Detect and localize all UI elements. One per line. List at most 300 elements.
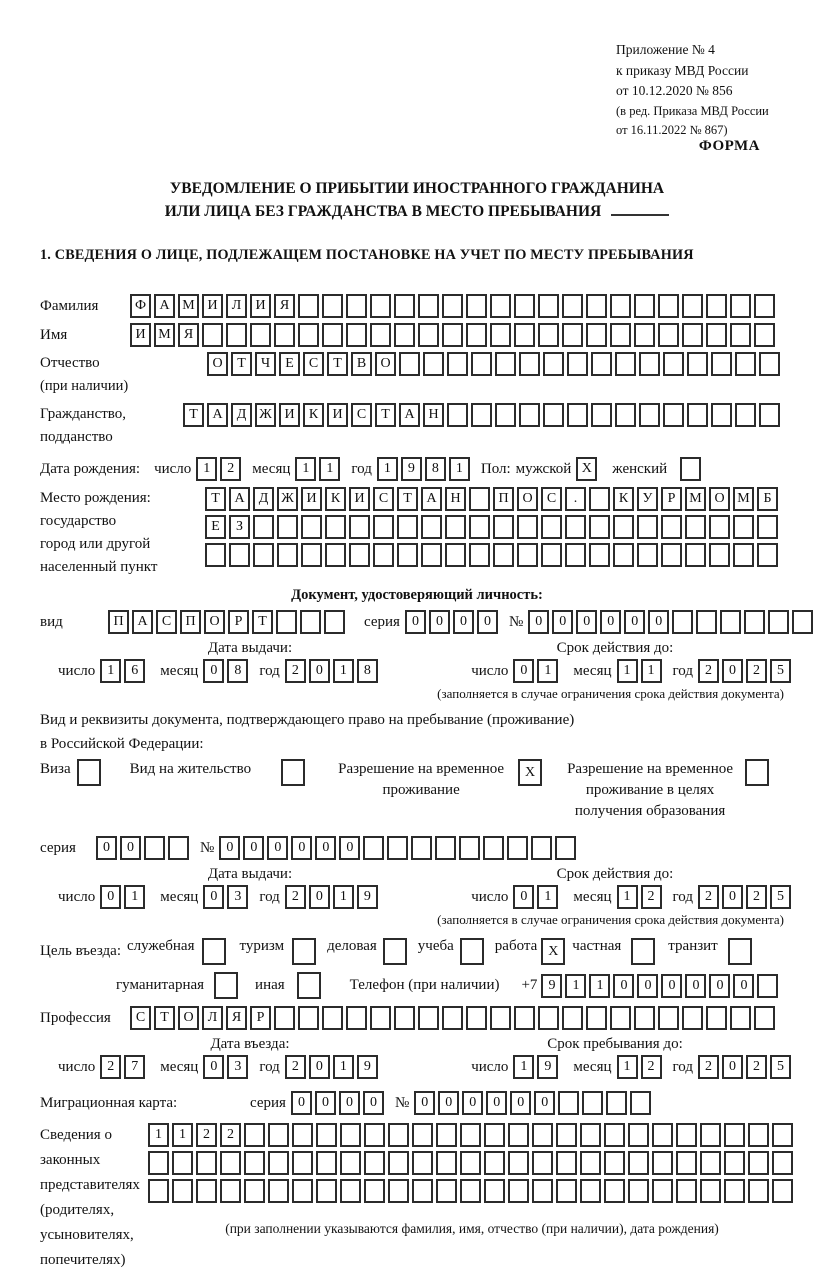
char-cell[interactable] (711, 352, 732, 376)
char-cell[interactable] (292, 1123, 313, 1147)
char-cell[interactable]: К (613, 487, 634, 511)
char-cell[interactable]: Ж (277, 487, 298, 511)
char-cell[interactable] (759, 403, 780, 427)
char-cell[interactable]: И (279, 403, 300, 427)
char-cell[interactable]: А (399, 403, 420, 427)
char-cell[interactable] (445, 515, 466, 539)
char-cell[interactable] (436, 1151, 457, 1175)
char-cell[interactable] (274, 1006, 295, 1030)
char-cell[interactable] (709, 543, 730, 567)
char-cell[interactable]: О (517, 487, 538, 511)
char-cell[interactable] (663, 403, 684, 427)
purpose-transit-checkbox[interactable] (728, 938, 755, 965)
char-cell[interactable] (538, 294, 559, 318)
char-cell[interactable] (435, 836, 456, 860)
char-cell[interactable] (591, 403, 612, 427)
char-cell[interactable]: 0 (309, 659, 330, 683)
char-cell[interactable]: К (303, 403, 324, 427)
char-cell[interactable]: . (565, 487, 586, 511)
char-cell[interactable]: И (349, 487, 370, 511)
char-cell[interactable] (757, 543, 778, 567)
char-cell[interactable] (442, 323, 463, 347)
char-cell[interactable]: 2 (100, 1055, 121, 1079)
char-cell[interactable]: М (154, 323, 175, 347)
char-cell[interactable]: 1 (319, 457, 340, 481)
char-cell[interactable] (733, 543, 754, 567)
char-cell[interactable] (744, 610, 765, 634)
char-cell[interactable]: 0 (203, 659, 224, 683)
char-cell[interactable]: 1 (617, 885, 638, 909)
char-cell[interactable]: 0 (243, 836, 264, 860)
char-cell[interactable] (172, 1179, 193, 1203)
char-cell[interactable]: 0 (722, 659, 743, 683)
char-cell[interactable] (676, 1151, 697, 1175)
char-cell[interactable] (244, 1179, 265, 1203)
char-cell[interactable]: 1 (513, 1055, 534, 1079)
char-cell[interactable] (316, 1123, 337, 1147)
char-cell[interactable] (772, 1179, 793, 1203)
char-cell[interactable]: 9 (357, 885, 378, 909)
char-cell[interactable] (460, 1123, 481, 1147)
char-cell[interactable]: К (325, 487, 346, 511)
char-cell[interactable] (490, 1006, 511, 1030)
char-cell[interactable] (325, 515, 346, 539)
char-cell[interactable]: 0 (453, 610, 474, 634)
char-cell[interactable] (687, 403, 708, 427)
char-cell[interactable] (628, 1151, 649, 1175)
purpose-study-checkbox[interactable] (460, 938, 487, 965)
char-cell[interactable] (637, 515, 658, 539)
char-cell[interactable] (298, 323, 319, 347)
char-cell[interactable]: 0 (513, 659, 534, 683)
char-cell[interactable]: А (229, 487, 250, 511)
char-cell[interactable] (711, 403, 732, 427)
char-cell[interactable] (757, 515, 778, 539)
char-cell[interactable] (460, 1151, 481, 1175)
char-cell[interactable] (634, 1006, 655, 1030)
char-cell[interactable] (658, 294, 679, 318)
char-cell[interactable] (508, 1123, 529, 1147)
purpose-other-checkbox[interactable] (297, 972, 324, 999)
residence-permit-checkbox[interactable] (281, 759, 308, 786)
char-cell[interactable]: Р (661, 487, 682, 511)
char-cell[interactable]: X (576, 457, 597, 481)
char-cell[interactable] (634, 323, 655, 347)
char-cell[interactable] (652, 1151, 673, 1175)
char-cell[interactable] (301, 543, 322, 567)
char-cell[interactable] (418, 323, 439, 347)
char-cell[interactable] (77, 759, 101, 786)
char-cell[interactable] (442, 294, 463, 318)
char-cell[interactable]: И (250, 294, 271, 318)
char-cell[interactable]: 0 (219, 836, 240, 860)
char-cell[interactable]: А (132, 610, 153, 634)
char-cell[interactable]: 2 (641, 885, 662, 909)
char-cell[interactable]: 8 (425, 457, 446, 481)
char-cell[interactable]: Т (205, 487, 226, 511)
char-cell[interactable] (580, 1151, 601, 1175)
char-cell[interactable]: 2 (285, 659, 306, 683)
char-cell[interactable] (466, 294, 487, 318)
char-cell[interactable]: 2 (285, 885, 306, 909)
char-cell[interactable] (274, 323, 295, 347)
char-cell[interactable] (244, 1123, 265, 1147)
char-cell[interactable] (610, 294, 631, 318)
char-cell[interactable] (253, 543, 274, 567)
char-cell[interactable]: Т (375, 403, 396, 427)
char-cell[interactable] (720, 610, 741, 634)
char-cell[interactable]: У (637, 487, 658, 511)
char-cell[interactable] (555, 836, 576, 860)
char-cell[interactable] (676, 1179, 697, 1203)
char-cell[interactable]: 1 (333, 659, 354, 683)
char-cell[interactable]: Е (205, 515, 226, 539)
char-cell[interactable] (373, 543, 394, 567)
char-cell[interactable] (349, 543, 370, 567)
char-cell[interactable] (610, 323, 631, 347)
char-cell[interactable]: 2 (196, 1123, 217, 1147)
char-cell[interactable] (418, 1006, 439, 1030)
char-cell[interactable] (447, 403, 468, 427)
char-cell[interactable] (604, 1151, 625, 1175)
char-cell[interactable] (634, 294, 655, 318)
char-cell[interactable]: Р (250, 1006, 271, 1030)
char-cell[interactable] (532, 1151, 553, 1175)
char-cell[interactable]: 0 (661, 974, 682, 998)
char-cell[interactable]: 0 (722, 885, 743, 909)
char-cell[interactable] (543, 352, 564, 376)
char-cell[interactable] (562, 323, 583, 347)
char-cell[interactable]: М (178, 294, 199, 318)
char-cell[interactable]: 2 (746, 1055, 767, 1079)
char-cell[interactable] (340, 1123, 361, 1147)
char-cell[interactable] (268, 1123, 289, 1147)
char-cell[interactable] (148, 1151, 169, 1175)
temp-residence-checkbox[interactable] (518, 759, 545, 786)
char-cell[interactable] (466, 1006, 487, 1030)
char-cell[interactable] (613, 515, 634, 539)
char-cell[interactable] (466, 323, 487, 347)
char-cell[interactable] (421, 543, 442, 567)
char-cell[interactable]: 1 (333, 1055, 354, 1079)
char-cell[interactable] (202, 938, 226, 965)
char-cell[interactable] (508, 1179, 529, 1203)
char-cell[interactable] (754, 1006, 775, 1030)
char-cell[interactable]: С (351, 403, 372, 427)
char-cell[interactable] (324, 610, 345, 634)
char-cell[interactable]: 0 (315, 836, 336, 860)
char-cell[interactable] (610, 1006, 631, 1030)
char-cell[interactable]: 0 (120, 836, 141, 860)
char-cell[interactable]: 0 (438, 1091, 459, 1115)
char-cell[interactable]: 9 (357, 1055, 378, 1079)
char-cell[interactable] (168, 836, 189, 860)
char-cell[interactable] (748, 1179, 769, 1203)
char-cell[interactable]: 0 (339, 836, 360, 860)
char-cell[interactable]: 2 (746, 659, 767, 683)
char-cell[interactable] (591, 352, 612, 376)
char-cell[interactable] (532, 1123, 553, 1147)
char-cell[interactable] (685, 515, 706, 539)
char-cell[interactable] (196, 1179, 217, 1203)
char-cell[interactable]: И (327, 403, 348, 427)
char-cell[interactable] (469, 543, 490, 567)
char-cell[interactable]: 1 (333, 885, 354, 909)
char-cell[interactable] (411, 836, 432, 860)
char-cell[interactable] (397, 543, 418, 567)
char-cell[interactable]: 0 (624, 610, 645, 634)
char-cell[interactable] (268, 1179, 289, 1203)
purpose-private-checkbox[interactable] (631, 938, 658, 965)
char-cell[interactable]: 3 (227, 885, 248, 909)
char-cell[interactable] (298, 294, 319, 318)
char-cell[interactable]: 8 (227, 659, 248, 683)
char-cell[interactable]: И (130, 323, 151, 347)
char-cell[interactable]: Т (231, 352, 252, 376)
char-cell[interactable] (388, 1179, 409, 1203)
char-cell[interactable] (748, 1151, 769, 1175)
char-cell[interactable]: 3 (227, 1055, 248, 1079)
char-cell[interactable] (495, 403, 516, 427)
char-cell[interactable]: 0 (733, 974, 754, 998)
char-cell[interactable] (682, 294, 703, 318)
char-cell[interactable] (658, 1006, 679, 1030)
char-cell[interactable]: 1 (100, 659, 121, 683)
char-cell[interactable] (322, 294, 343, 318)
char-cell[interactable] (658, 323, 679, 347)
char-cell[interactable] (567, 352, 588, 376)
char-cell[interactable]: 7 (124, 1055, 145, 1079)
char-cell[interactable] (281, 759, 305, 786)
char-cell[interactable] (370, 1006, 391, 1030)
char-cell[interactable] (196, 1151, 217, 1175)
char-cell[interactable] (292, 1151, 313, 1175)
char-cell[interactable]: 9 (537, 1055, 558, 1079)
char-cell[interactable]: 0 (685, 974, 706, 998)
char-cell[interactable] (558, 1091, 579, 1115)
char-cell[interactable] (565, 543, 586, 567)
char-cell[interactable] (412, 1123, 433, 1147)
char-cell[interactable] (556, 1151, 577, 1175)
char-cell[interactable]: 8 (357, 659, 378, 683)
char-cell[interactable] (418, 294, 439, 318)
char-cell[interactable] (144, 836, 165, 860)
char-cell[interactable]: 0 (291, 836, 312, 860)
char-cell[interactable] (663, 352, 684, 376)
char-cell[interactable] (340, 1151, 361, 1175)
char-cell[interactable] (469, 487, 490, 511)
char-cell[interactable]: С (373, 487, 394, 511)
char-cell[interactable] (172, 1151, 193, 1175)
char-cell[interactable]: 0 (510, 1091, 531, 1115)
char-cell[interactable] (300, 610, 321, 634)
char-cell[interactable]: 1 (565, 974, 586, 998)
char-cell[interactable] (531, 836, 552, 860)
char-cell[interactable] (724, 1123, 745, 1147)
char-cell[interactable] (490, 294, 511, 318)
char-cell[interactable]: А (154, 294, 175, 318)
char-cell[interactable]: Р (228, 610, 249, 634)
char-cell[interactable] (370, 323, 391, 347)
char-cell[interactable]: 0 (576, 610, 597, 634)
char-cell[interactable]: 1 (641, 659, 662, 683)
char-cell[interactable]: 0 (414, 1091, 435, 1115)
char-cell[interactable] (508, 1151, 529, 1175)
char-cell[interactable] (301, 515, 322, 539)
char-cell[interactable]: 2 (698, 1055, 719, 1079)
char-cell[interactable]: О (178, 1006, 199, 1030)
char-cell[interactable] (754, 323, 775, 347)
char-cell[interactable]: О (207, 352, 228, 376)
char-cell[interactable] (580, 1123, 601, 1147)
char-cell[interactable] (680, 457, 701, 481)
char-cell[interactable]: 1 (537, 659, 558, 683)
char-cell[interactable]: 0 (709, 974, 730, 998)
char-cell[interactable] (412, 1151, 433, 1175)
char-cell[interactable] (495, 352, 516, 376)
char-cell[interactable] (615, 352, 636, 376)
char-cell[interactable]: 0 (528, 610, 549, 634)
char-cell[interactable] (316, 1179, 337, 1203)
char-cell[interactable] (604, 1123, 625, 1147)
char-cell[interactable]: 0 (648, 610, 669, 634)
char-cell[interactable]: Т (397, 487, 418, 511)
char-cell[interactable]: 0 (363, 1091, 384, 1115)
char-cell[interactable]: 9 (541, 974, 562, 998)
char-cell[interactable]: Т (154, 1006, 175, 1030)
char-cell[interactable] (483, 836, 504, 860)
char-cell[interactable] (202, 323, 223, 347)
char-cell[interactable]: 1 (617, 1055, 638, 1079)
char-cell[interactable]: Д (231, 403, 252, 427)
char-cell[interactable]: Н (423, 403, 444, 427)
char-cell[interactable] (364, 1151, 385, 1175)
char-cell[interactable] (316, 1151, 337, 1175)
char-cell[interactable] (459, 836, 480, 860)
char-cell[interactable] (394, 323, 415, 347)
char-cell[interactable]: С (156, 610, 177, 634)
char-cell[interactable]: А (421, 487, 442, 511)
char-cell[interactable] (772, 1151, 793, 1175)
char-cell[interactable] (652, 1179, 673, 1203)
char-cell[interactable] (484, 1179, 505, 1203)
char-cell[interactable] (423, 352, 444, 376)
char-cell[interactable]: Т (252, 610, 273, 634)
char-cell[interactable] (364, 1123, 385, 1147)
char-cell[interactable]: М (685, 487, 706, 511)
char-cell[interactable] (586, 1006, 607, 1030)
char-cell[interactable] (226, 323, 247, 347)
char-cell[interactable]: Ф (130, 294, 151, 318)
char-cell[interactable] (556, 1179, 577, 1203)
char-cell[interactable] (613, 543, 634, 567)
char-cell[interactable] (630, 1091, 651, 1115)
char-cell[interactable]: 0 (462, 1091, 483, 1115)
char-cell[interactable]: О (709, 487, 730, 511)
char-cell[interactable]: И (301, 487, 322, 511)
purpose-business-checkbox[interactable] (383, 938, 410, 965)
char-cell[interactable]: 0 (552, 610, 573, 634)
char-cell[interactable]: X (518, 759, 542, 786)
char-cell[interactable]: Е (279, 352, 300, 376)
char-cell[interactable]: 2 (746, 885, 767, 909)
char-cell[interactable] (346, 1006, 367, 1030)
char-cell[interactable] (567, 403, 588, 427)
char-cell[interactable]: Т (327, 352, 348, 376)
char-cell[interactable]: 1 (537, 885, 558, 909)
char-cell[interactable]: И (202, 294, 223, 318)
char-cell[interactable] (628, 1123, 649, 1147)
char-cell[interactable] (604, 1179, 625, 1203)
char-cell[interactable]: Ч (255, 352, 276, 376)
char-cell[interactable] (471, 352, 492, 376)
char-cell[interactable]: 1 (617, 659, 638, 683)
char-cell[interactable]: 0 (722, 1055, 743, 1079)
char-cell[interactable] (582, 1091, 603, 1115)
char-cell[interactable]: 1 (449, 457, 470, 481)
char-cell[interactable] (709, 515, 730, 539)
char-cell[interactable]: 2 (698, 885, 719, 909)
char-cell[interactable] (700, 1179, 721, 1203)
char-cell[interactable] (436, 1123, 457, 1147)
char-cell[interactable]: 2 (220, 457, 241, 481)
char-cell[interactable]: 2 (220, 1123, 241, 1147)
char-cell[interactable]: В (351, 352, 372, 376)
char-cell[interactable] (349, 515, 370, 539)
char-cell[interactable] (387, 836, 408, 860)
char-cell[interactable] (735, 352, 756, 376)
purpose-humanitarian-checkbox[interactable] (214, 972, 241, 999)
char-cell[interactable] (244, 1151, 265, 1175)
char-cell[interactable] (541, 543, 562, 567)
char-cell[interactable]: 0 (309, 885, 330, 909)
char-cell[interactable] (724, 1151, 745, 1175)
char-cell[interactable] (637, 543, 658, 567)
char-cell[interactable] (493, 543, 514, 567)
char-cell[interactable]: 6 (124, 659, 145, 683)
char-cell[interactable]: Ж (255, 403, 276, 427)
char-cell[interactable] (538, 323, 559, 347)
char-cell[interactable] (639, 352, 660, 376)
char-cell[interactable] (399, 352, 420, 376)
char-cell[interactable]: П (108, 610, 129, 634)
char-cell[interactable]: Н (445, 487, 466, 511)
temp-residence-edu-checkbox[interactable] (745, 759, 772, 786)
char-cell[interactable] (757, 974, 778, 998)
char-cell[interactable]: А (207, 403, 228, 427)
char-cell[interactable]: О (204, 610, 225, 634)
char-cell[interactable]: Я (178, 323, 199, 347)
char-cell[interactable] (682, 323, 703, 347)
char-cell[interactable] (517, 515, 538, 539)
char-cell[interactable]: 0 (96, 836, 117, 860)
char-cell[interactable]: Б (757, 487, 778, 511)
char-cell[interactable] (229, 543, 250, 567)
char-cell[interactable] (792, 610, 813, 634)
char-cell[interactable] (442, 1006, 463, 1030)
char-cell[interactable]: 0 (203, 885, 224, 909)
char-cell[interactable] (514, 323, 535, 347)
char-cell[interactable] (606, 1091, 627, 1115)
char-cell[interactable] (471, 403, 492, 427)
char-cell[interactable] (580, 1179, 601, 1203)
char-cell[interactable]: 9 (401, 457, 422, 481)
char-cell[interactable]: С (130, 1006, 151, 1030)
char-cell[interactable] (538, 1006, 559, 1030)
char-cell[interactable]: Л (202, 1006, 223, 1030)
char-cell[interactable]: 0 (100, 885, 121, 909)
char-cell[interactable] (493, 515, 514, 539)
